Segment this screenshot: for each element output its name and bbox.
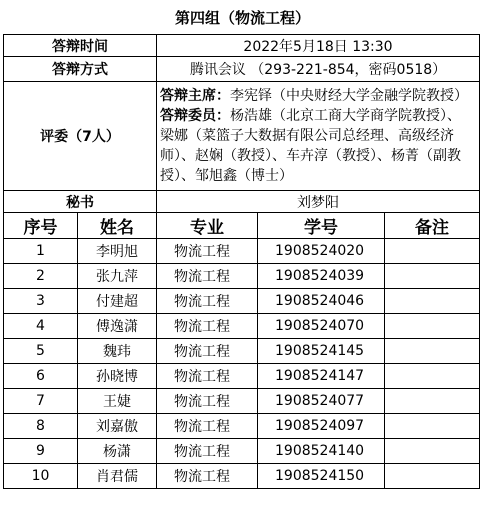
secretary-value: 刘梦阳 [157, 191, 480, 213]
row-major: 物流工程 [157, 289, 258, 314]
table-row [4, 264, 480, 289]
row-name: 刘嘉傲 [78, 414, 157, 439]
panel-label: 评委（7人） [4, 82, 157, 191]
row-major: 物流工程 [157, 439, 258, 464]
row-major: 物流工程 [157, 239, 258, 264]
row-note [385, 414, 480, 439]
row-major: 物流工程 [157, 364, 258, 389]
members-label: 答辩委员： [160, 108, 230, 124]
row-id: 1908524140 [258, 439, 385, 464]
row-note [385, 464, 480, 489]
row-no: 4 [4, 314, 78, 339]
row-note [385, 239, 480, 264]
time-label: 答辩时间 [4, 35, 157, 57]
row-major: 物流工程 [157, 389, 258, 414]
panel-row [4, 82, 480, 191]
row-note [385, 339, 480, 364]
row-id: 1908524020 [258, 239, 385, 264]
table-row [4, 439, 480, 464]
row-name: 付建超 [78, 289, 157, 314]
row-no: 7 [4, 389, 78, 414]
page-title: 第四组（物流工程） [174, 8, 310, 27]
secretary-label: 秘书 [4, 191, 157, 213]
mode-value: 腾讯会议 （293-221-854，密码0518） [157, 57, 480, 82]
schedule-table [3, 34, 480, 489]
table-row [4, 414, 480, 439]
table-row [4, 239, 480, 264]
row-note [385, 314, 480, 339]
row-name: 孙晓博 [78, 364, 157, 389]
row-name: 王婕 [78, 389, 157, 414]
row-note [385, 389, 480, 414]
row-no: 1 [4, 239, 78, 264]
table-row [4, 364, 480, 389]
row-note [385, 264, 480, 289]
mode-label: 答辩方式 [4, 57, 157, 82]
row-id: 1908524070 [258, 314, 385, 339]
row-no: 9 [4, 439, 78, 464]
row-name: 肖君儒 [78, 464, 157, 489]
row-id: 1908524147 [258, 364, 385, 389]
mode-row [4, 57, 480, 82]
header-note: 备注 [385, 213, 480, 239]
row-major: 物流工程 [157, 464, 258, 489]
row-name: 张九萍 [78, 264, 157, 289]
row-name: 李明旭 [78, 239, 157, 264]
row-id: 1908524097 [258, 414, 385, 439]
row-id: 1908524046 [258, 289, 385, 314]
header-major: 专业 [157, 213, 258, 239]
time-row [4, 35, 480, 57]
table-row [4, 289, 480, 314]
row-id: 1908524145 [258, 339, 385, 364]
row-major: 物流工程 [157, 314, 258, 339]
row-name: 傅逸潇 [78, 314, 157, 339]
row-major: 物流工程 [157, 264, 258, 289]
row-major: 物流工程 [157, 339, 258, 364]
row-no: 8 [4, 414, 78, 439]
table-row [4, 389, 480, 414]
time-value: 2022年5月18日 13:30 [157, 35, 480, 57]
header-no: 序号 [4, 213, 78, 239]
row-no: 3 [4, 289, 78, 314]
chair-value: 李宪铎（中央财经大学金融学院教授） [230, 88, 468, 104]
row-no: 6 [4, 364, 78, 389]
row-note [385, 289, 480, 314]
row-no: 5 [4, 339, 78, 364]
header-name: 姓名 [78, 213, 157, 239]
row-id: 1908524150 [258, 464, 385, 489]
chair-label: 答辩主席： [160, 88, 230, 104]
row-note [385, 364, 480, 389]
table-row [4, 314, 480, 339]
row-id: 1908524039 [258, 264, 385, 289]
row-name: 魏玮 [78, 339, 157, 364]
members-value: 杨浩雄（北京工商大学商学院教授）、梁娜（菜篮子大数据有限公司总经理、高级经济师）、赵娴（教授）、车卉淳（教授）、杨菁（副教授）、邹旭鑫（博士） [160, 108, 461, 184]
row-id: 1908524077 [258, 389, 385, 414]
row-name: 杨潇 [78, 439, 157, 464]
row-major: 物流工程 [157, 414, 258, 439]
table-header [4, 213, 480, 239]
table-row [4, 339, 480, 364]
row-no: 2 [4, 264, 78, 289]
row-no: 10 [4, 464, 78, 489]
row-note [385, 439, 480, 464]
header-id: 学号 [258, 213, 385, 239]
table-row [4, 464, 480, 489]
secretary-row [4, 191, 480, 213]
panel-members [157, 82, 480, 191]
